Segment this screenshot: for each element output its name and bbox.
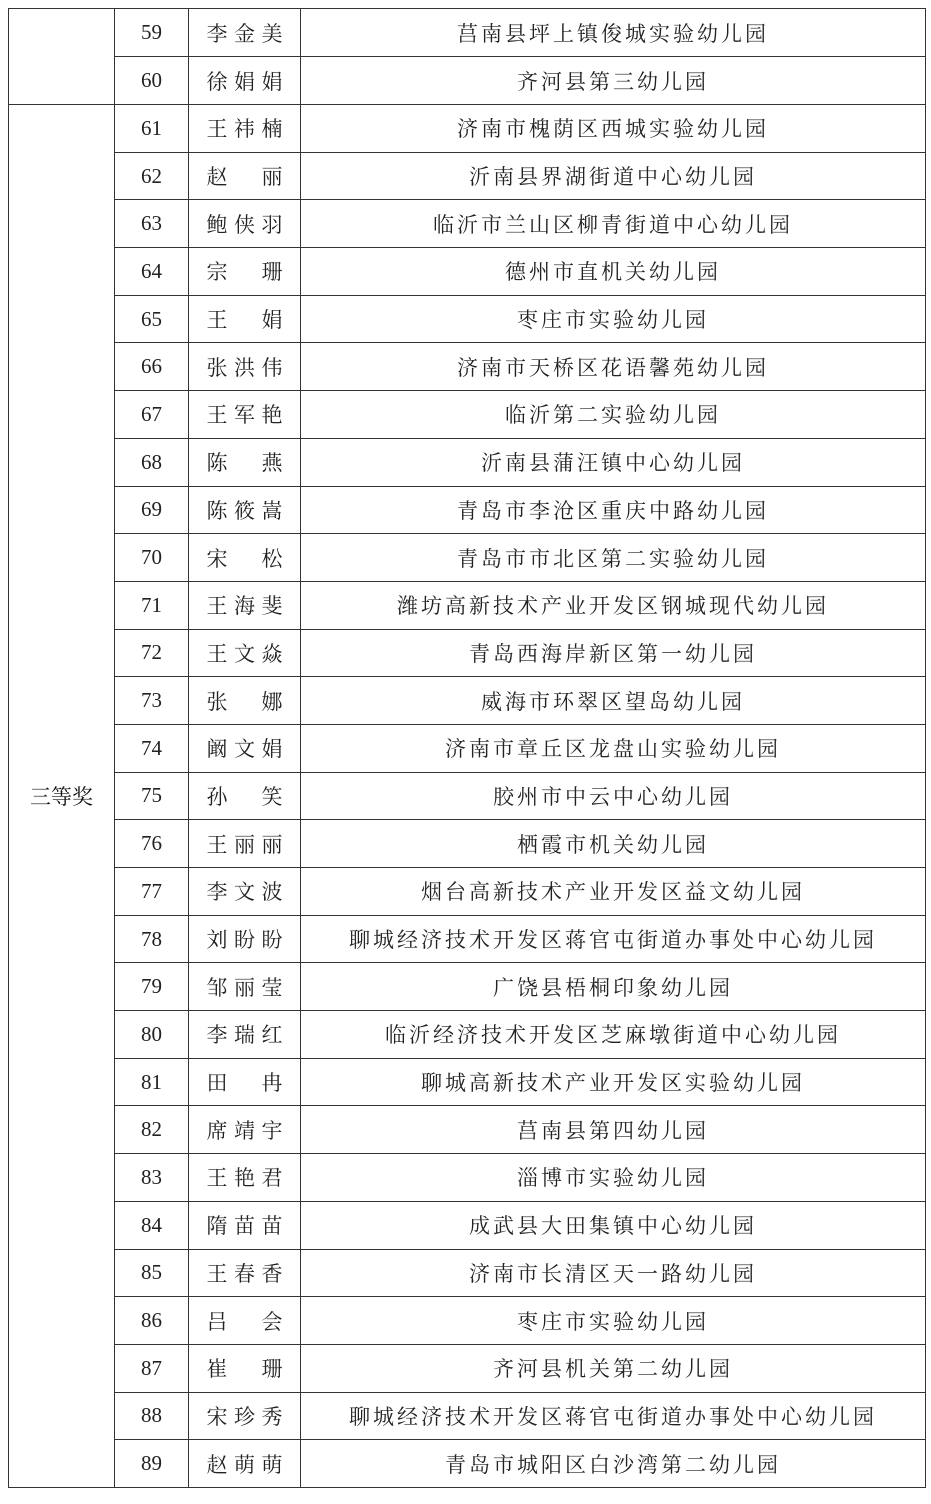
name-text: 田冉 <box>206 1071 283 1096</box>
number-cell: 83 <box>115 1154 189 1202</box>
table-row <box>9 1106 926 1154</box>
number-cell: 64 <box>115 248 189 296</box>
table-row <box>9 105 926 153</box>
name-cell <box>189 581 301 629</box>
name-cell <box>189 1440 301 1488</box>
school-cell: 淄博市实验幼儿园 <box>301 1154 926 1202</box>
name-cell <box>189 152 301 200</box>
name-cell <box>189 820 301 868</box>
number-cell: 62 <box>115 152 189 200</box>
name-text: 赵萌萌 <box>206 1452 283 1477</box>
name-text: 王娟 <box>206 308 283 333</box>
name-text: 李文波 <box>206 880 283 905</box>
school-cell: 齐河县机关第二幼儿园 <box>301 1344 926 1392</box>
number-cell: 60 <box>115 57 189 105</box>
number-cell: 87 <box>115 1344 189 1392</box>
school-cell: 成武县大田集镇中心幼儿园 <box>301 1201 926 1249</box>
award-table-body <box>9 9 926 1488</box>
number-cell: 81 <box>115 1058 189 1106</box>
table-row <box>9 343 926 391</box>
name-cell <box>189 57 301 105</box>
number-cell: 79 <box>115 963 189 1011</box>
school-cell: 潍坊高新技术产业开发区钢城现代幼儿园 <box>301 581 926 629</box>
name-cell <box>189 438 301 486</box>
table-row <box>9 486 926 534</box>
table-row <box>9 1249 926 1297</box>
name-text: 张洪伟 <box>206 355 283 380</box>
school-cell: 沂南县蒲汪镇中心幼儿园 <box>301 438 926 486</box>
table-row <box>9 57 926 105</box>
name-text: 王文焱 <box>206 641 283 666</box>
name-cell <box>189 343 301 391</box>
table-row <box>9 438 926 486</box>
table-row <box>9 1058 926 1106</box>
school-cell: 青岛市城阳区白沙湾第二幼儿园 <box>301 1440 926 1488</box>
name-cell <box>189 1106 301 1154</box>
table-row <box>9 581 926 629</box>
name-text: 王军艳 <box>206 403 283 428</box>
number-cell: 73 <box>115 677 189 725</box>
name-cell <box>189 772 301 820</box>
number-cell: 82 <box>115 1106 189 1154</box>
name-text: 孙笑 <box>206 784 283 809</box>
name-text: 席靖宇 <box>206 1118 283 1143</box>
name-cell <box>189 963 301 1011</box>
number-cell: 86 <box>115 1297 189 1345</box>
number-cell: 72 <box>115 629 189 677</box>
name-cell <box>189 724 301 772</box>
name-text: 李金美 <box>206 21 283 46</box>
school-cell: 济南市槐荫区西城实验幼儿园 <box>301 105 926 153</box>
name-cell <box>189 629 301 677</box>
name-cell <box>189 1011 301 1059</box>
school-cell: 青岛西海岸新区第一幼儿园 <box>301 629 926 677</box>
school-cell: 栖霞市机关幼儿园 <box>301 820 926 868</box>
table-row <box>9 200 926 248</box>
school-cell: 聊城高新技术产业开发区实验幼儿园 <box>301 1058 926 1106</box>
name-text: 隋苗苗 <box>206 1214 283 1239</box>
name-text: 赵丽 <box>206 165 283 190</box>
school-cell: 枣庄市实验幼儿园 <box>301 1297 926 1345</box>
name-cell <box>189 295 301 343</box>
number-cell: 77 <box>115 868 189 916</box>
award-level-cell <box>9 9 115 105</box>
number-cell: 78 <box>115 915 189 963</box>
number-cell: 74 <box>115 724 189 772</box>
school-cell: 胶州市中云中心幼儿园 <box>301 772 926 820</box>
school-cell: 莒南县坪上镇俊城实验幼儿园 <box>301 9 926 57</box>
name-text: 崔珊 <box>206 1357 283 1382</box>
school-cell: 沂南县界湖街道中心幼儿园 <box>301 152 926 200</box>
table-row <box>9 868 926 916</box>
school-cell: 烟台高新技术产业开发区益文幼儿园 <box>301 868 926 916</box>
table-row <box>9 724 926 772</box>
table-row <box>9 1201 926 1249</box>
number-cell: 76 <box>115 820 189 868</box>
name-text: 刘盼盼 <box>206 928 283 953</box>
name-cell <box>189 1249 301 1297</box>
table-row <box>9 1297 926 1345</box>
table-row <box>9 391 926 439</box>
table-row <box>9 152 926 200</box>
school-cell: 济南市天桥区花语馨苑幼儿园 <box>301 343 926 391</box>
name-cell <box>189 1392 301 1440</box>
name-cell <box>189 1297 301 1345</box>
school-cell: 临沂第二实验幼儿园 <box>301 391 926 439</box>
name-cell <box>189 1344 301 1392</box>
school-cell: 枣庄市实验幼儿园 <box>301 295 926 343</box>
table-row <box>9 534 926 582</box>
name-text: 宗珊 <box>206 260 283 285</box>
number-cell: 85 <box>115 1249 189 1297</box>
name-text: 宋珍秀 <box>206 1404 283 1429</box>
name-cell <box>189 391 301 439</box>
name-text: 鲍侠羽 <box>206 212 283 237</box>
name-text: 阚文娟 <box>206 737 283 762</box>
name-text: 陈筱嵩 <box>206 498 283 523</box>
school-cell: 青岛市李沧区重庆中路幼儿园 <box>301 486 926 534</box>
number-cell: 69 <box>115 486 189 534</box>
name-text: 王海斐 <box>206 594 283 619</box>
school-cell: 临沂经济技术开发区芝麻墩街道中心幼儿园 <box>301 1011 926 1059</box>
school-cell: 济南市章丘区龙盘山实验幼儿园 <box>301 724 926 772</box>
table-row <box>9 9 926 57</box>
school-cell: 威海市环翠区望岛幼儿园 <box>301 677 926 725</box>
name-cell <box>189 868 301 916</box>
name-text: 徐娟娟 <box>206 69 283 94</box>
number-cell: 61 <box>115 105 189 153</box>
number-cell: 59 <box>115 9 189 57</box>
school-cell: 青岛市市北区第二实验幼儿园 <box>301 534 926 582</box>
number-cell: 89 <box>115 1440 189 1488</box>
number-cell: 70 <box>115 534 189 582</box>
name-cell <box>189 248 301 296</box>
name-cell <box>189 200 301 248</box>
number-cell: 71 <box>115 581 189 629</box>
number-cell: 88 <box>115 1392 189 1440</box>
name-text: 张娜 <box>206 689 283 714</box>
school-cell: 莒南县第四幼儿园 <box>301 1106 926 1154</box>
name-text: 王丽丽 <box>206 832 283 857</box>
number-cell: 75 <box>115 772 189 820</box>
name-text: 王春香 <box>206 1261 283 1286</box>
name-cell <box>189 9 301 57</box>
table-row <box>9 295 926 343</box>
table-row <box>9 820 926 868</box>
table-row <box>9 629 926 677</box>
name-cell <box>189 677 301 725</box>
school-cell: 临沂市兰山区柳青街道中心幼儿园 <box>301 200 926 248</box>
table-row <box>9 772 926 820</box>
name-text: 王祎楠 <box>206 117 283 142</box>
table-row <box>9 1440 926 1488</box>
school-cell: 聊城经济技术开发区蒋官屯街道办事处中心幼儿园 <box>301 1392 926 1440</box>
table-row <box>9 677 926 725</box>
name-cell <box>189 486 301 534</box>
table-row <box>9 915 926 963</box>
name-text: 李瑞红 <box>206 1023 283 1048</box>
name-text: 邹丽莹 <box>206 975 283 1000</box>
number-cell: 63 <box>115 200 189 248</box>
name-text: 王艳君 <box>206 1166 283 1191</box>
name-cell <box>189 1058 301 1106</box>
name-cell <box>189 915 301 963</box>
table-row <box>9 1392 926 1440</box>
number-cell: 65 <box>115 295 189 343</box>
number-cell: 67 <box>115 391 189 439</box>
name-text: 陈燕 <box>206 451 283 476</box>
school-cell: 聊城经济技术开发区蒋官屯街道办事处中心幼儿园 <box>301 915 926 963</box>
school-cell: 济南市长清区天一路幼儿园 <box>301 1249 926 1297</box>
school-cell: 齐河县第三幼儿园 <box>301 57 926 105</box>
number-cell: 80 <box>115 1011 189 1059</box>
number-cell: 66 <box>115 343 189 391</box>
school-cell: 德州市直机关幼儿园 <box>301 248 926 296</box>
school-cell: 广饶县梧桐印象幼儿园 <box>301 963 926 1011</box>
name-cell <box>189 1201 301 1249</box>
award-level-cell: 三等奖 <box>9 105 115 1488</box>
table-row <box>9 963 926 1011</box>
award-table <box>8 8 926 1488</box>
name-text: 宋松 <box>206 546 283 571</box>
table-row <box>9 1154 926 1202</box>
table-row <box>9 1011 926 1059</box>
name-cell <box>189 105 301 153</box>
name-cell <box>189 1154 301 1202</box>
number-cell: 84 <box>115 1201 189 1249</box>
name-text: 吕会 <box>206 1309 283 1334</box>
number-cell: 68 <box>115 438 189 486</box>
name-cell <box>189 534 301 582</box>
table-row <box>9 1344 926 1392</box>
table-row <box>9 248 926 296</box>
